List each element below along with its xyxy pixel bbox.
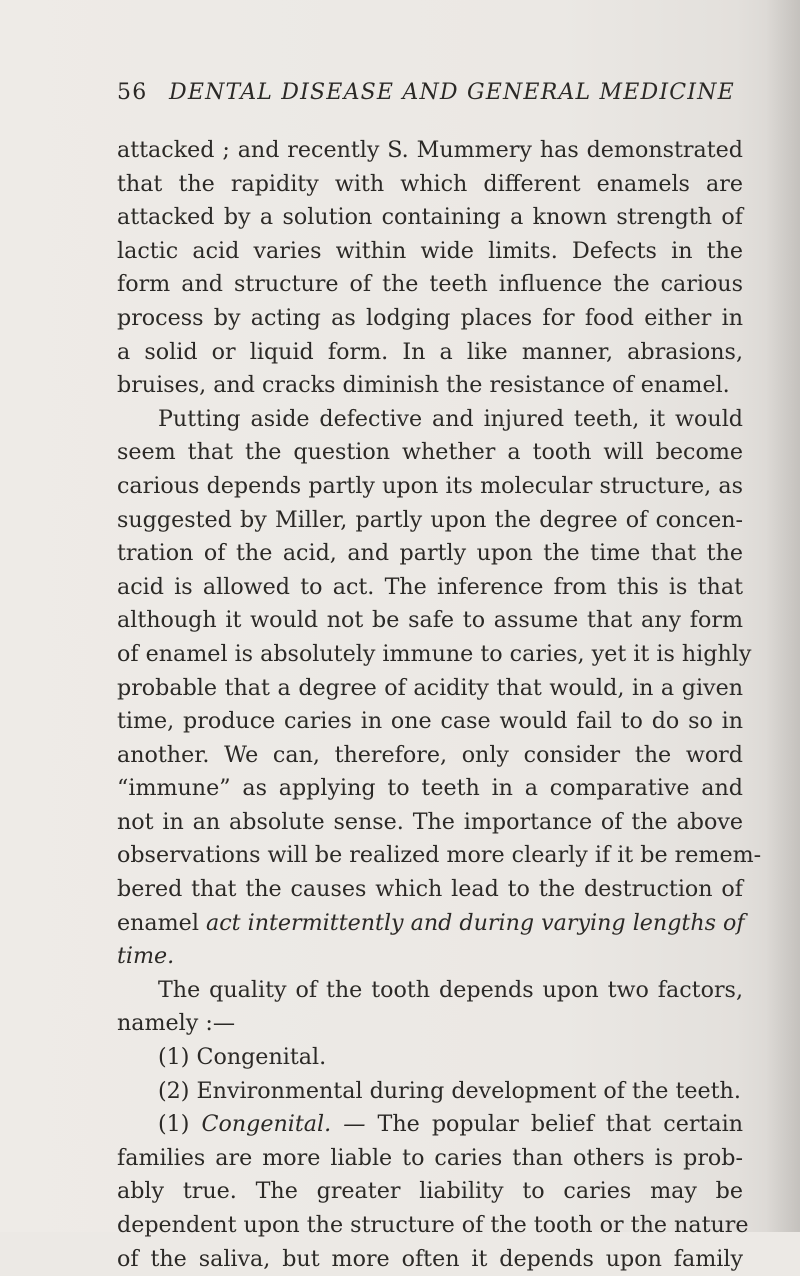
text-line: bered that the causes which lead to the destruction of: [117, 876, 743, 903]
page-edge-shadow: [766, 0, 800, 1232]
text-line: tration of the acid, and partly upon the time that the: [117, 540, 743, 567]
text-line: bruises, and cracks diminish the resistance of enamel.: [117, 372, 730, 399]
text-line: although it would not be safe to assume that any form: [117, 607, 743, 634]
text-line: seem that the question whether a tooth will become: [117, 439, 743, 466]
text-line: namely :—: [117, 1010, 236, 1037]
paragraph-start-line: The quality of the tooth depends upon two factors,: [158, 976, 743, 1003]
text-line: carious depends partly upon its molecular structure, as: [117, 472, 743, 499]
section-heading: Congenital. —: [201, 1111, 366, 1138]
text-line: form and structure of the teeth influence the carious: [117, 271, 743, 298]
text-line: attacked by a solution containing a known strength of: [117, 204, 743, 231]
text-line-mixed: [117, 907, 743, 941]
text-line: process by acting as lodging places for food either in: [117, 304, 743, 331]
list-item-congenital: (1) Congenital.: [158, 1044, 327, 1071]
text-line: not in an absolute sense. The importance of the above: [117, 808, 743, 835]
text-line: attacked ; and recently S. Mummery has demonstrated: [117, 137, 743, 163]
text-line: that the rapidity with which different enamels are: [117, 170, 743, 197]
text-line: a solid or liquid form. In a like manner, abrasions,: [117, 338, 743, 365]
text-line: lactic acid varies within wide limits. Defects in the: [117, 237, 743, 264]
body-text: [117, 134, 762, 1276]
page-number: 56: [117, 80, 148, 105]
text-line: dependent upon the structure of the tooth or the nature: [117, 1212, 749, 1238]
paragraph-start-line: Putting aside defective and injured teeth, it would: [158, 405, 743, 432]
text-line: ably true. The greater liability to caries may be: [117, 1178, 743, 1205]
text-line: another. We can, therefore, only consider the word: [117, 741, 743, 768]
section-number: (1): [158, 1111, 190, 1138]
italic-text-segment: act intermittently and during varying lengths of: [205, 909, 745, 936]
text-segment: The popular belief that certain: [377, 1111, 743, 1138]
text-line: probable that a degree of acidity that would, in a given: [117, 674, 743, 701]
text-line: “immune” as applying to teeth in a comparative and: [117, 775, 743, 802]
running-title: DENTAL DISEASE AND GENERAL MEDICINE: [169, 80, 735, 105]
text-line: of enamel is absolutely immune to caries, yet it is highly: [117, 640, 752, 667]
text-segment: enamel: [117, 909, 199, 936]
text-line: acid is allowed to act. The inference from this is that: [117, 573, 743, 600]
text-line: suggested by Miller, partly upon the degree of concen-: [117, 506, 743, 533]
list-item-environmental: (2) Environmental during development of the teeth.: [158, 1077, 741, 1104]
text-line: families are more liable to caries than others is prob-: [117, 1144, 743, 1171]
text-line: observations will be realized more clearly if it be remem-: [117, 842, 762, 869]
text-line: time.: [117, 943, 175, 970]
section-start-line: [117, 1108, 743, 1142]
text-line: time, produce caries in one case would fail to do so in: [117, 708, 743, 735]
text-line: of the saliva, but more often it depends upon family: [117, 1245, 743, 1272]
running-head: [117, 80, 737, 105]
